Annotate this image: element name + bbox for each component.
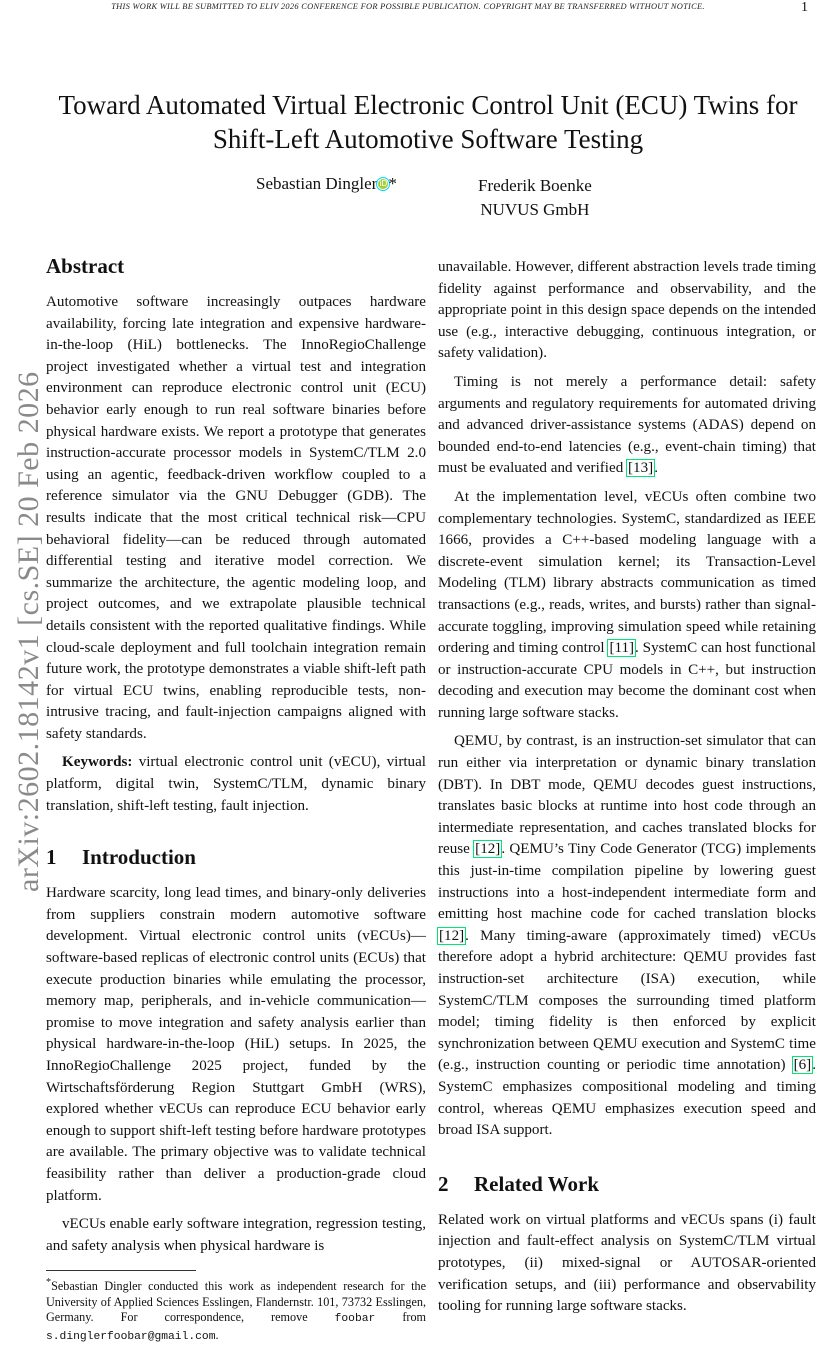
intro-paragraph-1: Hardware scarcity, long lead times, and binary-only deliveries from suppliers constrain modern automotive software development. Virtual electronic control units (vECUs)—software-based replicas of electronic control units (ECUs) that execute production binaries while emulating the processor, memory map, peripherals, and in-vehicle communication—promise to move integration and safety analysis earlier than physical hardware-in-the-loop (HiL) setups. In 2025, the InnoRegioChallenge 2025 project, funded by the Wirtschaftsförderung Region Stuttgart GmbH (WRS), explored whether vECUs can reproduce ECU behavior early enough to support shift-left testing before hardware prototypes are available. The primary objective was to validate technical feasibility rather than deliver a production-grade cloud platform. xyxy=(46,885,426,1204)
intro-p4-b: SystemC can host functional or instruction-accurate CPU models in C++, but instruction decoding and execution may become the dominant cost when running large software stacks. xyxy=(438,640,816,721)
intro-p4-a: At the implementation level, vECUs often combine two complementary technologies. SystemC, standardized as IEEE 1666, provides a C++-based modeling language with a discrete-event simulation kernel; its Transaction-Level Modeling (TLM) library abstracts communication as timed transactions (e.g., reads, writes, and bursts) rather than signal-accurate toggling, improving simulation speed while retaining ordering and timing control xyxy=(438,488,816,657)
intro-p5-b: QEMU’s Tiny Code Generator (TCG) implements this just-in-time compilation pipeline by lowering guest instructions into a host-independent intermediate form and emitting host machine code for cached translation blocks xyxy=(438,841,816,923)
author-2 xyxy=(478,174,592,222)
author-1-mark: * xyxy=(388,174,397,193)
paper-title xyxy=(40,88,816,156)
keywords xyxy=(46,752,426,817)
footnote-text: Sebastian Dingler conducted this work as independent research for the University of Applied Sciences Esslingen, Flandernstr. 101, 73732 Esslingen, Germany. For correspondence, remove xyxy=(46,1279,426,1325)
intro-paragraph-2-start: vECUs enable early software integration, regression testing, and safety analysis when physical hardware is xyxy=(46,1216,426,1254)
citation-13[interactable]: [13] xyxy=(628,460,654,477)
footnote-code-foobar: foobar xyxy=(334,1313,376,1326)
citation-12a[interactable]: [12] xyxy=(475,841,501,858)
introduction-number: 1 xyxy=(46,845,57,870)
footnote-area xyxy=(46,1270,426,1345)
related-work-heading xyxy=(438,1170,816,1198)
title-line-1: Toward Automated Virtual Electronic Control Unit (ECU) Twins for xyxy=(58,90,798,120)
page-number: 1 xyxy=(801,0,808,15)
footnote xyxy=(46,1275,426,1345)
abstract-heading: Abstract xyxy=(46,254,125,278)
author-1 xyxy=(256,174,397,194)
intro-p5-d: SystemC emphasizes compositional modeling and timing control, whereas QEMU emphasizes execution speed and broad ISA support. xyxy=(438,1078,816,1139)
author-2-name: Frederik Boenke xyxy=(478,176,592,195)
footnote-text-from: from xyxy=(402,1310,427,1325)
intro-paragraph-5: QEMU, by contrast, is an instruction-set simulator that can run either via interpretation or dynamic binary translation (DBT). In DBT mode, QEMU decodes guest instructions, translates basic blocks at runtime into host code through an intermediate representation, and caches translated blocks for reuse [12]. QEMU’s Tiny Code Generator (TCG) implements this just-in-time compilation pipeline by lowering guest instructions into a host-independent intermediate form and emitting host machine code for cached translation blocks [12]. Many timing-aware (approximately timed) vECUs therefore adopt a hybrid architecture: QEMU provides fast instruction-set architecture (ISA) execution, while SystemC/TLM composes the surrounding timed platform model; timing fidelity is then enforced by explicit synchronization between QEMU execution and SystemC time (e.g., instruction counting or periodic time annotation) [6]. SystemC emphasizes compositional modeling and timing control, whereas QEMU emphasizes execution speed and broad ISA support. xyxy=(438,733,816,1139)
footnote-rule xyxy=(46,1270,196,1271)
keywords-label: Keywords: xyxy=(62,754,133,771)
keywords-text: virtual electronic control unit (vECU), virtual platform, digital twin, SystemC/TLM, dynamic binary translation, shift-left testing, fault injection. xyxy=(46,754,426,814)
author-2-affiliation: NUVUS GmbH xyxy=(480,200,590,219)
intro-p5-c: Many timing-aware (approximately timed) vECUs therefore adopt a hybrid architecture: QEMU provides fast instruction-set architecture (ISA) execution, while SystemC/TLM composes the surrounding timed platform model; timing fidelity is then enforced by explicit synchronization between QEMU execution and SystemC time (e.g., instruction counting or periodic time annotation) xyxy=(438,927,816,1074)
arxiv-identifier[interactable]: arXiv:2602.18142v1 [cs.SE] 20 Feb 2026 xyxy=(12,371,45,892)
orcid-icon[interactable]: iD xyxy=(379,179,388,188)
citation-6[interactable]: [6] xyxy=(793,1057,812,1074)
introduction-heading xyxy=(46,843,426,871)
footnote-email[interactable]: s.dinglerfoobar@gmail.com xyxy=(46,1330,216,1343)
footnote-end: . xyxy=(215,1327,219,1342)
footnote-mark: * xyxy=(46,1277,52,1289)
author-1-name: Sebastian Dingler xyxy=(256,174,378,193)
header-note: THIS WORK WILL BE SUBMITTED TO ELIV 2026 CONFERENCE FOR POSSIBLE PUBLICATION. COPYRIGHT MAY BE TRANSFERRED WITHOUT NOTICE. xyxy=(111,2,705,11)
intro-paragraph-3: Timing is not merely a performance detail: safety arguments and regulatory requirements for automated driving and advanced driver-assistance systems (ADAS) depend on bounded end-to-end latencies (e.g., event-chain timing) that must be evaluated and verified [13]. xyxy=(438,373,816,477)
abstract-text: Automotive software increasingly outpaces hardware availability, forcing late integration and expensive hardware-in-the-loop (HiL) bottlenecks. The InnoRegioChallenge project investigated whether a virtual test and integration environment can reproduce electronic control unit (ECU) behavior early enough to run real software binaries before physical hardware exists. We report a prototype that generates instruction-accurate processor models in SystemC/TLM 2.0 using an agentic, feedback-driven workflow coupled to a reference simulator via the GNU Debugger (GDB). The results indicate that the most critical technical risk—CPU behavioral fidelity—can be reduced through automated differential testing and iterative model correction. We summarize the architecture, the agentic modeling loop, and project outcomes, and we extrapolate plausible technical details consistent with the reported qualitative findings. While cloud-scale deployment and full toolchain integration remain future work, the prototype demonstrates a viable shift-left path for virtual ECU twins, enabling reproducible tests, non-intrusive tracing, and fault-injection campaigns aligned with safety standards. xyxy=(46,294,426,742)
title-line-2: Shift-Left Automotive Software Testing xyxy=(212,124,644,154)
left-column xyxy=(46,252,426,1345)
intro-paragraph-4: At the implementation level, vECUs often combine two complementary technologies. SystemC, standardized as IEEE 1666, provides a C++-based modeling language with a discrete-event simulation kernel; its Transaction-Level Modeling (TLM) library abstracts communication as timed transactions (e.g., reads, writes, and bursts) rather than signal-accurate toggling, improving simulation speed while retaining ordering and timing control [11]. SystemC can host functional or instruction-accurate CPU models in C++, but instruction decoding and execution may become the dominant cost when running large software stacks. xyxy=(438,488,816,721)
intro-paragraph-2-cont: unavailable. However, different abstraction levels trade timing fidelity against performance and observability, and the appropriate point in this design space depends on the intended use (e.g., interactive debugging, continuous integration, or safety validation). xyxy=(438,259,816,362)
right-column xyxy=(438,257,816,1318)
related-work-title: Related Work xyxy=(474,1171,600,1196)
related-work-paragraph-1: Related work on virtual platforms and vECUs spans (i) fault injection and fault-effect analysis on SystemC/TLM virtual prototypes, (ii) mixed-signal or AUTOSAR-oriented verification setups, and (iii) performance and observability tooling for running large software stacks. xyxy=(438,1211,816,1315)
citation-12b[interactable]: [12] xyxy=(439,927,465,944)
related-work-number: 2 xyxy=(438,1171,449,1196)
citation-11[interactable]: [11] xyxy=(609,640,635,657)
intro-p3-text: Timing is not merely a performance detail: safety arguments and regulatory requirements for automated driving and advanced driver-assistance systems (ADAS) depend on bounded end-to-end latencies (e.g., event-chain timing) that must be evaluated and verified xyxy=(438,373,816,477)
intro-p5-a: QEMU, by contrast, is an instruction-set simulator that can run either via interpretation or dynamic binary translation (DBT). In DBT mode, QEMU decodes guest instructions, translates basic blocks at runtime into host code through an intermediate representation, and caches translated blocks for reuse xyxy=(438,733,816,858)
introduction-title: Introduction xyxy=(82,845,196,870)
